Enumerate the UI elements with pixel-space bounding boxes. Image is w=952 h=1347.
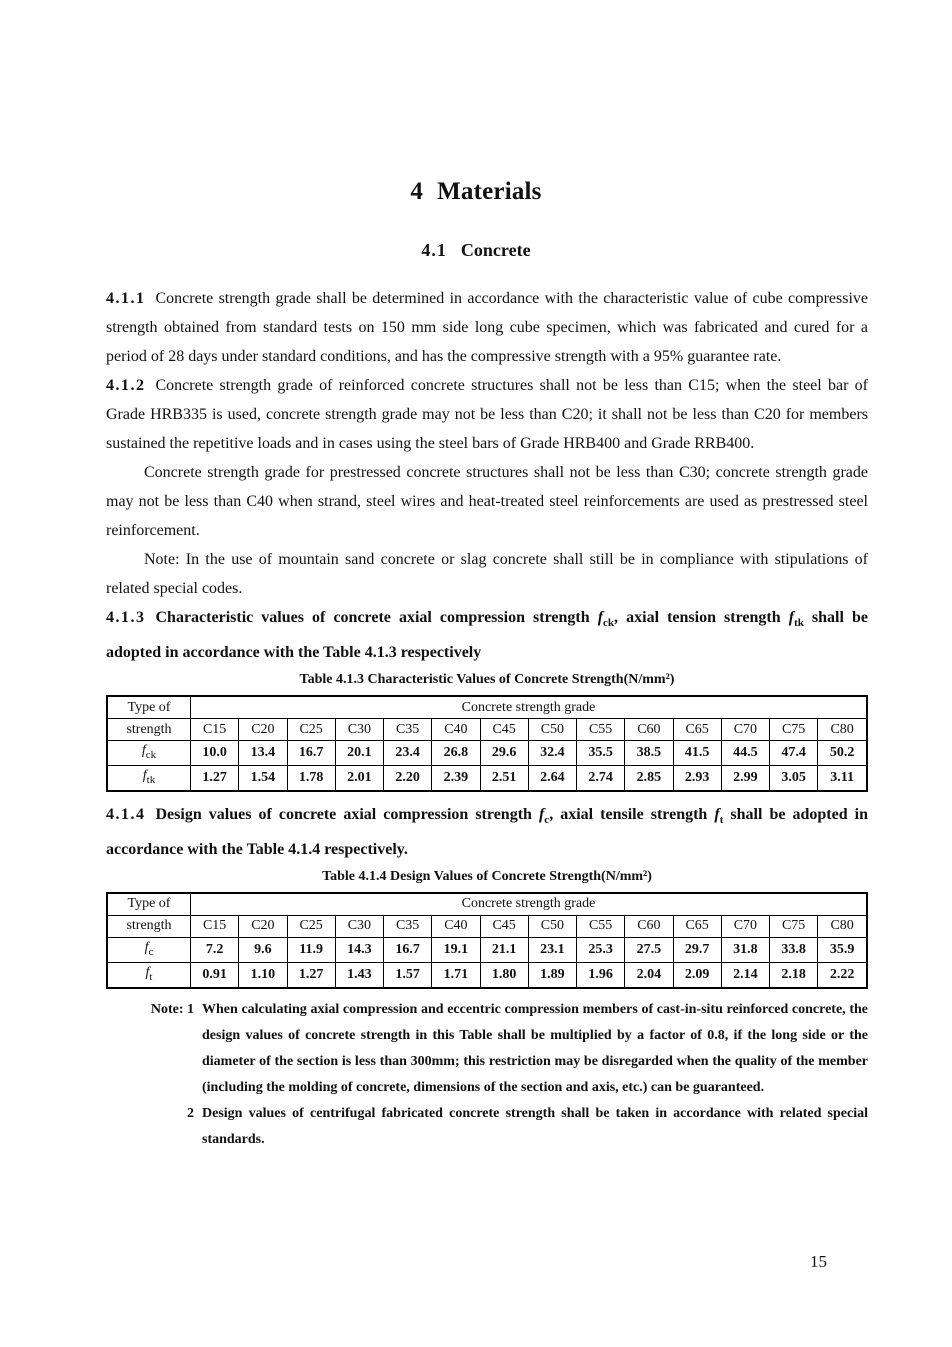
table-row <box>107 937 867 962</box>
table-row <box>107 962 867 987</box>
table-cell: 2.85 <box>625 765 673 790</box>
table-cell: 23.4 <box>384 741 432 766</box>
table-cell: 3.05 <box>770 765 818 790</box>
table-cell: 38.5 <box>625 741 673 766</box>
note-label: Note: 1 <box>150 1001 194 1017</box>
grade-header-cell: C70 <box>721 915 769 937</box>
symbol-subscript: ck <box>145 748 157 761</box>
symbol-subscript: t <box>719 813 724 826</box>
table-cell: 50.2 <box>818 741 867 766</box>
grade-header-cell: C40 <box>432 719 480 741</box>
type-header: strength <box>107 719 191 741</box>
table-cell: 35.9 <box>818 937 867 962</box>
table-cell: 27.5 <box>625 937 673 962</box>
table-cell: 1.27 <box>191 765 239 790</box>
table-cell: 21.1 <box>480 937 528 962</box>
grade-header-cell: C30 <box>335 915 383 937</box>
table-cell: 44.5 <box>721 741 769 766</box>
clause-4-1-3 <box>106 603 868 667</box>
clause-number: 4.1.2 <box>106 377 146 394</box>
strength-symbol-cell <box>107 741 191 766</box>
table-grade-row <box>107 915 867 937</box>
note-text: When calculating axial compression and eccentric compression members of cast-in-situ reinforced concrete, the design values of concrete strength in this Table shall be multiplied by a factor of 0.8, if the long side or the diameter of the section is less than 300mm; this restriction may be disregarded when the quality of the member (including the molding of concrete, dimensions of the section and axis, etc.) can be guaranteed. <box>202 1001 868 1095</box>
strength-symbol-cell <box>107 765 191 790</box>
table-header-row <box>107 893 867 916</box>
table-notes <box>106 997 868 1153</box>
grade-header-cell: C25 <box>287 915 335 937</box>
grade-header-cell: C50 <box>528 719 576 741</box>
clause-text: Concrete strength grade of reinforced concrete structures shall not be less than C15; when the steel bar of Grade HRB335 is used, concrete strength grade may not be less than C20; it shall not be less than C20 for members sustained the repetitive loads and in cases using the steel bars of Grade HRB400 and Grade RRB400. <box>106 377 868 452</box>
table-cell: 14.3 <box>335 937 383 962</box>
group-header: Concrete strength grade <box>191 696 868 719</box>
table-cell: 23.1 <box>528 937 576 962</box>
group-header: Concrete strength grade <box>191 893 868 916</box>
table-note-2 <box>106 1101 868 1153</box>
table-cell: 29.7 <box>673 937 721 962</box>
grade-header-cell: C45 <box>480 719 528 741</box>
body-text <box>106 284 868 1153</box>
grade-header-cell: C20 <box>239 915 287 937</box>
chapter-title <box>0 178 952 206</box>
table-cell: 2.09 <box>673 962 721 987</box>
table-4-1-4 <box>106 892 868 989</box>
table-cell: 41.5 <box>673 741 721 766</box>
symbol: f <box>142 767 147 783</box>
table-cell: 16.7 <box>384 937 432 962</box>
symbol: f <box>538 805 545 823</box>
grade-header-cell: C55 <box>577 719 625 741</box>
grade-header-cell: C20 <box>239 719 287 741</box>
table-note-1 <box>106 997 868 1101</box>
note-label: 2 <box>187 1105 194 1121</box>
grade-header-cell: C25 <box>287 719 335 741</box>
symbol-subscript: tk <box>146 773 156 786</box>
table-4-1-4-caption: Table 4.1.4 Design Values of Concrete Strength(N/mm²) <box>322 868 652 884</box>
symbol-subscript: c <box>148 945 154 958</box>
table-header-row <box>107 696 867 719</box>
symbol: f <box>714 805 720 823</box>
section-title <box>0 240 952 261</box>
table-cell: 1.80 <box>480 962 528 987</box>
symbol: f <box>144 939 149 955</box>
clause-number: 4.1.1 <box>106 290 146 307</box>
grade-header-cell: C40 <box>432 915 480 937</box>
clause-text-part: Design values of concrete axial compression strength <box>155 805 539 823</box>
clause-number: 4.1.3 <box>106 609 146 626</box>
table-4-1-3 <box>106 695 868 792</box>
clause-4-1-2 <box>106 371 868 458</box>
grade-header-cell: C80 <box>818 719 867 741</box>
strength-symbol-cell <box>107 937 191 962</box>
clause-4-1-4 <box>106 800 868 864</box>
type-header: Type of <box>107 893 191 916</box>
grade-header-cell: C75 <box>770 915 818 937</box>
symbol: f <box>145 964 150 980</box>
note-text: Design values of centrifugal fabricated concrete strength shall be taken in accordance with related special standards. <box>202 1105 868 1147</box>
table-cell: 2.20 <box>384 765 432 790</box>
symbol: f <box>597 609 604 626</box>
table-grade-row <box>107 719 867 741</box>
table-cell: 20.1 <box>335 741 383 766</box>
table-cell: 2.18 <box>770 962 818 987</box>
clause-text-part: shall be adopted in accordance with the Table 4.1.3 respectively <box>106 609 869 662</box>
type-header: Type of <box>107 696 191 719</box>
table-cell: 1.71 <box>432 962 480 987</box>
table-cell: 11.9 <box>287 937 335 962</box>
clause-4-1-2-paragraph-2: Concrete strength grade for prestressed concrete structures shall not be less than C30; concrete strength grade may not be less than C40 when strand, steel wires and heat-treated steel reinforcements are used as prestressed steel reinforcement. <box>106 464 868 539</box>
table-cell: 1.10 <box>239 962 287 987</box>
table-cell: 2.99 <box>721 765 769 790</box>
table-cell: 2.74 <box>577 765 625 790</box>
grade-header-cell: C70 <box>721 719 769 741</box>
table-row <box>107 741 867 766</box>
table-cell: 16.7 <box>287 741 335 766</box>
table-cell: 2.04 <box>625 962 673 987</box>
table-row <box>107 765 867 790</box>
table-cell: 2.01 <box>335 765 383 790</box>
table-cell: 10.0 <box>191 741 239 766</box>
table-cell: 35.5 <box>577 741 625 766</box>
grade-header-cell: C65 <box>673 719 721 741</box>
table-cell: 7.2 <box>191 937 239 962</box>
symbol: f <box>141 743 146 759</box>
type-header: strength <box>107 915 191 937</box>
table-cell: 25.3 <box>577 937 625 962</box>
grade-header-cell: C55 <box>577 915 625 937</box>
table-cell: 2.39 <box>432 765 480 790</box>
table-cell: 2.64 <box>528 765 576 790</box>
symbol-subscript: t <box>149 970 153 983</box>
chapter-title-text: Materials <box>437 178 542 205</box>
table-cell: 1.27 <box>287 962 335 987</box>
grade-header-cell: C35 <box>384 915 432 937</box>
strength-symbol-cell <box>107 962 191 987</box>
grade-header-cell: C35 <box>384 719 432 741</box>
table-cell: 1.57 <box>384 962 432 987</box>
grade-header-cell: C60 <box>625 719 673 741</box>
clause-text: Concrete strength grade shall be determined in accordance with the characteristic value of cube compressive strength obtained from standard tests on 150 mm side long cube specimen, which was fabricated and cured for a period of 28 days under standard conditions, and has the compressive strength with a 95% guarantee rate. <box>106 290 868 365</box>
table-cell: 31.8 <box>721 937 769 962</box>
table-cell: 9.6 <box>239 937 287 962</box>
table-cell: 33.8 <box>770 937 818 962</box>
symbol: f <box>788 609 795 626</box>
grade-header-cell: C75 <box>770 719 818 741</box>
table-cell: 1.43 <box>335 962 383 987</box>
clause-4-1-2-note: Note: In the use of mountain sand concrete or slag concrete shall still be in compliance with stipulations of related special codes. <box>106 551 868 597</box>
clause-text-part: , axial tension strength <box>614 609 789 626</box>
table-cell: 3.11 <box>818 765 867 790</box>
table-cell: 2.22 <box>818 962 867 987</box>
section-title-text: Concrete <box>460 240 531 260</box>
grade-header-cell: C60 <box>625 915 673 937</box>
grade-header-cell: C15 <box>191 915 239 937</box>
clause-number: 4.1.4 <box>106 805 146 823</box>
table-cell: 1.78 <box>287 765 335 790</box>
grade-header-cell: C30 <box>335 719 383 741</box>
grade-header-cell: C50 <box>528 915 576 937</box>
table-cell: 1.89 <box>528 962 576 987</box>
table-cell: 47.4 <box>770 741 818 766</box>
page-number: 15 <box>810 1252 827 1271</box>
grade-header-cell: C65 <box>673 915 721 937</box>
grade-header-cell: C45 <box>480 915 528 937</box>
table-cell: 19.1 <box>432 937 480 962</box>
grade-header-cell: C15 <box>191 719 239 741</box>
table-4-1-3-caption: Table 4.1.3 Characteristic Values of Concrete Strength(N/mm²) <box>299 672 675 688</box>
symbol-subscript: c <box>544 813 550 826</box>
table-cell: 2.14 <box>721 962 769 987</box>
table-cell: 2.51 <box>480 765 528 790</box>
table-cell: 1.96 <box>577 962 625 987</box>
table-cell: 26.8 <box>432 741 480 766</box>
section-number: 4.1 <box>421 240 447 260</box>
grade-header-cell: C80 <box>818 915 867 937</box>
table-cell: 2.93 <box>673 765 721 790</box>
table-cell: 0.91 <box>191 962 239 987</box>
chapter-number: 4 <box>410 178 424 205</box>
symbol-subscript: tk <box>794 617 804 630</box>
clause-text-part: , axial tensile strength <box>549 805 715 823</box>
clause-4-1-1 <box>106 284 868 371</box>
table-cell: 29.6 <box>480 741 528 766</box>
clause-text-part: Characteristic values of concrete axial compression strength <box>155 609 598 626</box>
symbol-subscript: ck <box>603 617 615 630</box>
clause-text-part: shall be adopted in accordance with the Table 4.1.4 respectively. <box>106 805 869 858</box>
table-cell: 1.54 <box>239 765 287 790</box>
table-cell: 32.4 <box>528 741 576 766</box>
table-cell: 13.4 <box>239 741 287 766</box>
